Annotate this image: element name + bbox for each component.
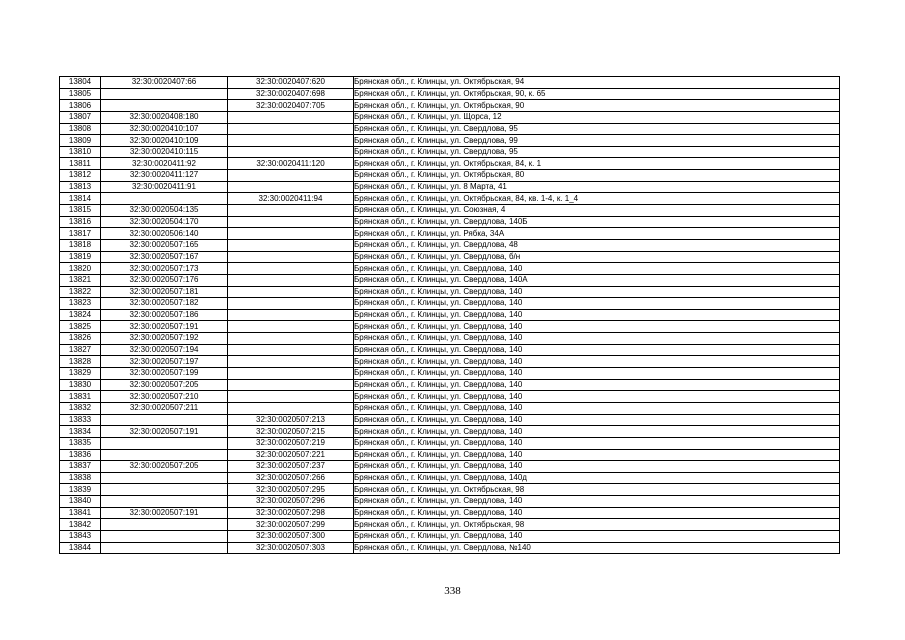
table-row (60, 146, 840, 158)
table-row (60, 484, 840, 496)
row-number-cell: 13811 (60, 158, 101, 170)
table-row (60, 519, 840, 531)
row-number-cell: 13818 (60, 239, 101, 251)
registry-table-body (60, 77, 840, 554)
row-number-cell: 13814 (60, 193, 101, 205)
address-cell: Брянская обл., г. Клинцы, ул. Свердлова, 140 (354, 379, 840, 391)
object-number-cell: 32:30:0020507:300 (228, 530, 354, 542)
address-cell: Брянская обл., г. Клинцы, ул. Свердлова, 140 (354, 286, 840, 298)
table-row (60, 530, 840, 542)
table-row (60, 449, 840, 461)
cadastral-number-cell: 32:30:0020407:66 (101, 77, 228, 89)
cadastral-number-cell: 32:30:0020507:186 (101, 309, 228, 321)
address-cell: Брянская обл., г. Клинцы, ул. Свердлова, 140 (354, 344, 840, 356)
object-number-cell (228, 321, 354, 333)
cadastral-number-cell: 32:30:0020507:205 (101, 379, 228, 391)
cadastral-number-cell (101, 100, 228, 112)
row-number-cell: 13841 (60, 507, 101, 519)
row-number-cell: 13838 (60, 472, 101, 484)
cadastral-number-cell: 32:30:0020507:176 (101, 274, 228, 286)
table-row (60, 274, 840, 286)
object-number-cell (228, 309, 354, 321)
cadastral-number-cell: 32:30:0020507:181 (101, 286, 228, 298)
cadastral-number-cell: 32:30:0020507:192 (101, 333, 228, 345)
address-cell: Брянская обл., г. Клинцы, ул. Свердлова, 140 (354, 356, 840, 368)
object-number-cell (228, 391, 354, 403)
object-number-cell (228, 286, 354, 298)
cadastral-number-cell (101, 496, 228, 508)
row-number-cell: 13817 (60, 228, 101, 240)
cadastral-number-cell: 32:30:0020507:167 (101, 251, 228, 263)
object-number-cell: 32:30:0020507:213 (228, 414, 354, 426)
address-cell: Брянская обл., г. Клинцы, ул. Октябрьская, 98 (354, 519, 840, 531)
cadastral-number-cell (101, 484, 228, 496)
object-number-cell: 32:30:0020407:620 (228, 77, 354, 89)
cadastral-number-cell (101, 519, 228, 531)
cadastral-number-cell: 32:30:0020507:210 (101, 391, 228, 403)
cadastral-number-cell: 32:30:0020507:191 (101, 426, 228, 438)
row-number-cell: 13835 (60, 437, 101, 449)
table-row (60, 181, 840, 193)
cadastral-number-cell: 32:30:0020507:211 (101, 402, 228, 414)
row-number-cell: 13819 (60, 251, 101, 263)
address-cell: Брянская обл., г. Клинцы, ул. Октябрьская, 80 (354, 170, 840, 182)
object-number-cell: 32:30:0020507:299 (228, 519, 354, 531)
row-number-cell: 13829 (60, 368, 101, 380)
address-cell: Брянская обл., г. Клинцы, ул. Свердлова, №140 (354, 542, 840, 554)
table-row (60, 286, 840, 298)
object-number-cell (228, 135, 354, 147)
address-cell: Брянская обл., г. Клинцы, ул. Свердлова, б/н (354, 251, 840, 263)
address-cell: Брянская обл., г. Клинцы, ул. Свердлова, 140 (354, 402, 840, 414)
object-number-cell (228, 170, 354, 182)
table-row (60, 496, 840, 508)
object-number-cell (228, 379, 354, 391)
address-cell: Брянская обл., г. Клинцы, ул. Свердлова, 140А (354, 274, 840, 286)
table-row (60, 298, 840, 310)
row-number-cell: 13821 (60, 274, 101, 286)
object-number-cell (228, 344, 354, 356)
cadastral-number-cell: 32:30:0020411:91 (101, 181, 228, 193)
row-number-cell: 13808 (60, 123, 101, 135)
row-number-cell: 13830 (60, 379, 101, 391)
address-cell: Брянская обл., г. Клинцы, ул. Свердлова, 140 (354, 414, 840, 426)
page-number: 338 (444, 585, 461, 597)
table-row (60, 88, 840, 100)
object-number-cell: 32:30:0020411:120 (228, 158, 354, 170)
table-row (60, 426, 840, 438)
object-number-cell: 32:30:0020507:296 (228, 496, 354, 508)
registry-table (59, 76, 840, 554)
row-number-cell: 13823 (60, 298, 101, 310)
object-number-cell: 32:30:0020507:266 (228, 472, 354, 484)
table-row (60, 123, 840, 135)
row-number-cell: 13843 (60, 530, 101, 542)
address-cell: Брянская обл., г. Клинцы, ул. Октябрьская, 84, к. 1 (354, 158, 840, 170)
object-number-cell (228, 356, 354, 368)
table-row (60, 228, 840, 240)
cadastral-number-cell (101, 437, 228, 449)
address-cell: Брянская обл., г. Клинцы, ул. Октябрьская, 94 (354, 77, 840, 89)
object-number-cell: 32:30:0020407:705 (228, 100, 354, 112)
cadastral-number-cell: 32:30:0020507:205 (101, 461, 228, 473)
row-number-cell: 13812 (60, 170, 101, 182)
table-row (60, 368, 840, 380)
row-number-cell: 13836 (60, 449, 101, 461)
table-row (60, 309, 840, 321)
table-row (60, 379, 840, 391)
row-number-cell: 13828 (60, 356, 101, 368)
cadastral-number-cell: 32:30:0020507:165 (101, 239, 228, 251)
address-cell: Брянская обл., г. Клинцы, ул. Свердлова, 140 (354, 426, 840, 438)
table-row (60, 461, 840, 473)
cadastral-number-cell: 32:30:0020504:135 (101, 205, 228, 217)
object-number-cell (228, 263, 354, 275)
address-cell: Брянская обл., г. Клинцы, ул. Свердлова, 140 (354, 333, 840, 345)
row-number-cell: 13822 (60, 286, 101, 298)
row-number-cell: 13820 (60, 263, 101, 275)
row-number-cell: 13824 (60, 309, 101, 321)
cadastral-number-cell (101, 530, 228, 542)
row-number-cell: 13831 (60, 391, 101, 403)
address-cell: Брянская обл., г. Клинцы, ул. Свердлова, 140Б (354, 216, 840, 228)
object-number-cell: 32:30:0020507:237 (228, 461, 354, 473)
table-row (60, 333, 840, 345)
address-cell: Брянская обл., г. Клинцы, ул. Свердлова, 140 (354, 437, 840, 449)
row-number-cell: 13842 (60, 519, 101, 531)
address-cell: Брянская обл., г. Клинцы, ул. Рябка, 34А (354, 228, 840, 240)
cadastral-number-cell: 32:30:0020507:199 (101, 368, 228, 380)
object-number-cell (228, 368, 354, 380)
object-number-cell: 32:30:0020507:221 (228, 449, 354, 461)
table-row (60, 507, 840, 519)
object-number-cell (228, 251, 354, 263)
table-row (60, 251, 840, 263)
table-row (60, 170, 840, 182)
cadastral-number-cell (101, 414, 228, 426)
address-cell: Брянская обл., г. Клинцы, ул. 8 Марта, 41 (354, 181, 840, 193)
object-number-cell: 32:30:0020507:215 (228, 426, 354, 438)
row-number-cell: 13807 (60, 111, 101, 123)
address-cell: Брянская обл., г. Клинцы, ул. Свердлова, 140 (354, 507, 840, 519)
table-row (60, 391, 840, 403)
cadastral-number-cell (101, 193, 228, 205)
row-number-cell: 13826 (60, 333, 101, 345)
cadastral-number-cell: 32:30:0020504:170 (101, 216, 228, 228)
row-number-cell: 13832 (60, 402, 101, 414)
table-row (60, 402, 840, 414)
object-number-cell (228, 333, 354, 345)
object-number-cell (228, 181, 354, 193)
address-cell: Брянская обл., г. Клинцы, ул. Свердлова, 99 (354, 135, 840, 147)
address-cell: Брянская обл., г. Клинцы, ул. Свердлова, 140д (354, 472, 840, 484)
row-number-cell: 13844 (60, 542, 101, 554)
object-number-cell (228, 146, 354, 158)
row-number-cell: 13805 (60, 88, 101, 100)
row-number-cell: 13809 (60, 135, 101, 147)
address-cell: Брянская обл., г. Клинцы, ул. Свердлова, 140 (354, 449, 840, 461)
object-number-cell: 32:30:0020407:698 (228, 88, 354, 100)
object-number-cell (228, 205, 354, 217)
row-number-cell: 13813 (60, 181, 101, 193)
table-row (60, 356, 840, 368)
table-row (60, 414, 840, 426)
object-number-cell (228, 228, 354, 240)
table-row (60, 344, 840, 356)
address-cell: Брянская обл., г. Клинцы, ул. Свердлова, 140 (354, 530, 840, 542)
table-row (60, 77, 840, 89)
address-cell: Брянская обл., г. Клинцы, ул. Свердлова, 140 (354, 461, 840, 473)
cadastral-number-cell: 32:30:0020507:182 (101, 298, 228, 310)
address-cell: Брянская обл., г. Клинцы, ул. Свердлова, 140 (354, 368, 840, 380)
cadastral-number-cell (101, 472, 228, 484)
table-row (60, 205, 840, 217)
object-number-cell (228, 402, 354, 414)
row-number-cell: 13840 (60, 496, 101, 508)
row-number-cell: 13806 (60, 100, 101, 112)
row-number-cell: 13837 (60, 461, 101, 473)
object-number-cell: 32:30:0020507:219 (228, 437, 354, 449)
cadastral-number-cell: 32:30:0020410:107 (101, 123, 228, 135)
table-row (60, 239, 840, 251)
table-row (60, 472, 840, 484)
row-number-cell: 13839 (60, 484, 101, 496)
table-row (60, 437, 840, 449)
object-number-cell (228, 216, 354, 228)
cadastral-number-cell: 32:30:0020507:194 (101, 344, 228, 356)
row-number-cell: 13810 (60, 146, 101, 158)
object-number-cell (228, 111, 354, 123)
table-row (60, 111, 840, 123)
address-cell: Брянская обл., г. Клинцы, ул. Свердлова, 140 (354, 391, 840, 403)
cadastral-number-cell: 32:30:0020408:180 (101, 111, 228, 123)
address-cell: Брянская обл., г. Клинцы, ул. Октябрьская, 84, кв. 1-4, к. 1_4 (354, 193, 840, 205)
table-row (60, 321, 840, 333)
row-number-cell: 13816 (60, 216, 101, 228)
cadastral-number-cell: 32:30:0020410:115 (101, 146, 228, 158)
table-row (60, 100, 840, 112)
cadastral-number-cell: 32:30:0020410:109 (101, 135, 228, 147)
object-number-cell: 32:30:0020411:94 (228, 193, 354, 205)
object-number-cell (228, 123, 354, 135)
table-row (60, 216, 840, 228)
row-number-cell: 13815 (60, 205, 101, 217)
address-cell: Брянская обл., г. Клинцы, ул. Щорса, 12 (354, 111, 840, 123)
object-number-cell (228, 298, 354, 310)
cadastral-number-cell: 32:30:0020507:173 (101, 263, 228, 275)
address-cell: Брянская обл., г. Клинцы, ул. Свердлова, 140 (354, 496, 840, 508)
address-cell: Брянская обл., г. Клинцы, ул. Октябрьская, 98 (354, 484, 840, 496)
address-cell: Брянская обл., г. Клинцы, ул. Свердлова, 140 (354, 263, 840, 275)
object-number-cell: 32:30:0020507:303 (228, 542, 354, 554)
object-number-cell (228, 239, 354, 251)
address-cell: Брянская обл., г. Клинцы, ул. Свердлова, 140 (354, 298, 840, 310)
table-row (60, 135, 840, 147)
cadastral-number-cell: 32:30:0020507:191 (101, 321, 228, 333)
object-number-cell: 32:30:0020507:295 (228, 484, 354, 496)
table-row (60, 542, 840, 554)
object-number-cell (228, 274, 354, 286)
address-cell: Брянская обл., г. Клинцы, ул. Свердлова, 48 (354, 239, 840, 251)
table-row (60, 193, 840, 205)
object-number-cell: 32:30:0020507:298 (228, 507, 354, 519)
address-cell: Брянская обл., г. Клинцы, ул. Октябрьская, 90 (354, 100, 840, 112)
row-number-cell: 13833 (60, 414, 101, 426)
cadastral-number-cell (101, 542, 228, 554)
cadastral-number-cell: 32:30:0020506:140 (101, 228, 228, 240)
cadastral-number-cell: 32:30:0020411:92 (101, 158, 228, 170)
table-row (60, 158, 840, 170)
address-cell: Брянская обл., г. Клинцы, ул. Свердлова, 95 (354, 146, 840, 158)
cadastral-number-cell: 32:30:0020507:191 (101, 507, 228, 519)
cadastral-number-cell: 32:30:0020411:127 (101, 170, 228, 182)
address-cell: Брянская обл., г. Клинцы, ул. Свердлова, 140 (354, 321, 840, 333)
table-row (60, 263, 840, 275)
row-number-cell: 13804 (60, 77, 101, 89)
cadastral-number-cell (101, 449, 228, 461)
cadastral-number-cell (101, 88, 228, 100)
address-cell: Брянская обл., г. Клинцы, ул. Свердлова, 140 (354, 309, 840, 321)
address-cell: Брянская обл., г. Клинцы, ул. Октябрьская, 90, к. 65 (354, 88, 840, 100)
cadastral-number-cell: 32:30:0020507:197 (101, 356, 228, 368)
address-cell: Брянская обл., г. Клинцы, ул. Свердлова, 95 (354, 123, 840, 135)
row-number-cell: 13825 (60, 321, 101, 333)
row-number-cell: 13834 (60, 426, 101, 438)
address-cell: Брянская обл., г. Клинцы, ул. Союзная, 4 (354, 205, 840, 217)
row-number-cell: 13827 (60, 344, 101, 356)
